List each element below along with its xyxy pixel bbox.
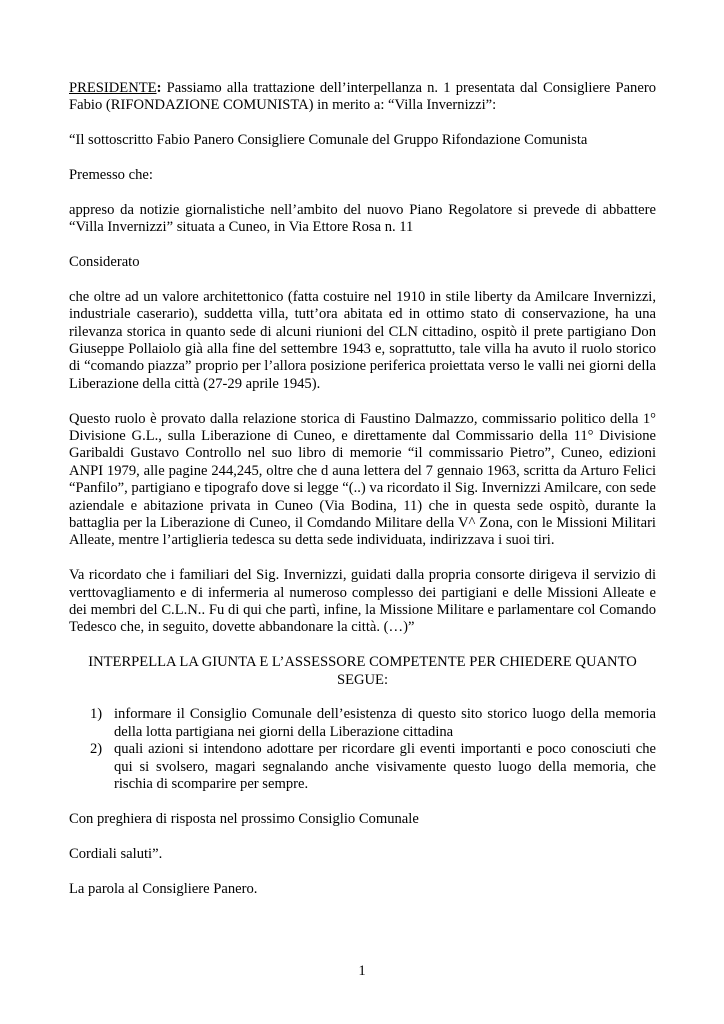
considered-heading: Considerato: [69, 254, 140, 270]
intro-paragraph: PRESIDENTE: Passiamo alla trattazione dell’interpellanza n. 1 presentata dal Consigliere Panero Fabio (RIFONDAZIONE COMUNISTA) in merito a: “Villa Invernizzi”:: [69, 80, 656, 114]
considered-text: che oltre ad un valore architettonico (fatta costuire nel 1910 in stile liberty da Amilcare Invernizzi, industriale caserario), suddetta villa, tutt’ora abitata ed in ottimo stato di conservazione, ha una rilevanza storica in quanto sede di alcuni riunioni del CLN cittadino, ospitò il prete partigiano Don Giuseppe Pollaiolo già alla fine del settembre 1943 e, soprattutto, tale villa ha avuto il ruolo storico di “comando piazza” proprio per l’allora posizione periferica proiettata verso le valli nei giorni della Liberazione della città (27-29 aprile 1945).: [69, 288, 656, 392]
list-item: [69, 741, 656, 793]
reply-request: Con preghiera di risposta nel prossimo Consiglio Comunale: [69, 810, 419, 827]
intro-text: Passiamo alla trattazione dell’interpellanza n. 1 presentata dal Consigliere Panero Fabio (RIFONDAZIONE COMUNISTA) in merito a: “Villa Invernizzi”:: [69, 80, 656, 114]
list-item-number: 1): [90, 706, 103, 723]
list-item: [69, 706, 656, 741]
request-list: [69, 706, 656, 793]
list-item-text: quali azioni si intendono adottare per ricordare gli eventi importanti e poco conosciuti che qui si svolsero, magari segnalando anche visivamente questo luogo della memoria, che rischia di scomparire per sempre.: [114, 741, 656, 793]
evidence-paragraph: Questo ruolo è provato dalla relazione storica di Faustino Dalmazzo, commissario politico della 1° Divisione G.L., sulla Liberazione di Cuneo, e direttamente dal Commissario della 11° Divisione Garibaldi Gustavo Controllo nel suo libro di memorie “il commissario Pietro”, Cuneo, edizioni ANPI 1979, alle pagine 244,245, oltre che d auna lettera del 7 gennaio 1963, scritta da Arturo Felici “Panfilo”, partigiano e tipografo dove si legge “(..) va ricordato il Sig. Invernizzi Amilcare, con sede aziendale e abitazione privata in Cuneo (Via Bodina, 11) che in questa sede ospitò, durante la battaglia per la Liberazione di Cuneo, il Comdando Militare della V^ Zona, con le Missioni Militari Alleate, mentre l’artiglieria tedesca su detta sede individuata, indirizzava i suoi tiri.: [69, 410, 656, 549]
list-item-text: informare il Consiglio Comunale dell’esistenza di questo sito storico luogo della memoria della lotta partigiana nei giorni della Liberazione cittadina: [114, 706, 656, 740]
premise-heading: Premesso che:: [69, 167, 153, 183]
request-heading: INTERPELLA LA GIUNTA E L’ASSESSORE COMPETENTE PER CHIEDERE QUANTO SEGUE:: [88, 654, 637, 688]
greetings: Cordiali saluti”.: [69, 845, 163, 862]
list-item-number: 2): [90, 741, 103, 758]
page-number: 1: [358, 963, 366, 979]
floor-handover: La parola al Consigliere Panero.: [69, 880, 258, 897]
speaker-name: PRESIDENTE: [69, 80, 157, 96]
premise-text: appreso da notizie giornalistiche nell’ambito del nuovo Piano Regolatore si prevede di abbattere “Villa Invernizzi” situata a Cuneo, in Via Ettore Rosa n. 11: [69, 201, 656, 236]
family-paragraph: Va ricordato che i familiari del Sig. Invernizzi, guidati dalla propria consorte dirigeva il servizio di verttovagliamento e di infermeria al numeroso complesso dei partigiani e delle Missioni Alleate e dei membri del C.L.N.. Fu di qui che partì, infine, la Missione Militare e parlamentare col Comando Tedesco che, in seguito, dovette abbandonare la città. (…)”: [69, 567, 656, 636]
signatory-line: “Il sottoscritto Fabio Panero Consigliere Comunale del Gruppo Rifondazione Comunista: [69, 132, 588, 149]
